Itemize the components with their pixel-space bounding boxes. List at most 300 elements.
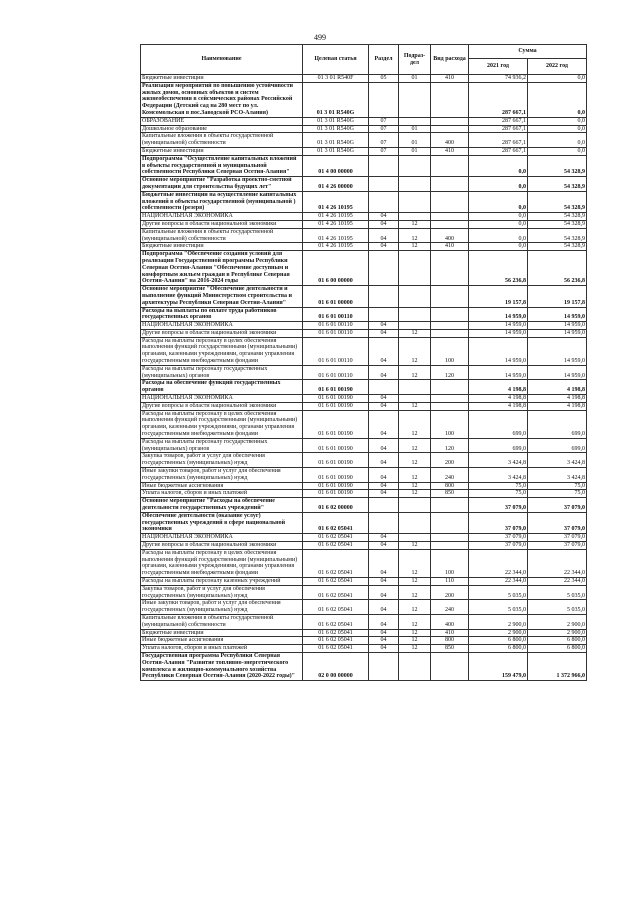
row-section xyxy=(369,155,399,176)
table-row xyxy=(141,75,587,83)
table-row xyxy=(141,395,587,403)
row-sum-2021: 14 959,0 xyxy=(469,307,528,322)
row-target-code: 01 6 02 05041 xyxy=(303,585,369,600)
row-sum-2022: 54 328,9 xyxy=(528,243,587,251)
row-expense-type: 200 xyxy=(431,585,469,600)
row-subsection: 01 xyxy=(399,125,431,133)
row-name: Другие вопросы в области национальной экономики xyxy=(141,220,303,228)
row-expense-type xyxy=(431,542,469,550)
row-expense-type xyxy=(431,82,469,117)
row-expense-type: 400 xyxy=(431,614,469,629)
row-section xyxy=(369,177,399,192)
row-sum-2021: 22 344,0 xyxy=(469,577,528,585)
row-expense-type xyxy=(431,286,469,307)
table-row xyxy=(141,438,587,453)
row-expense-type xyxy=(431,395,469,403)
row-section: 04 xyxy=(369,637,399,645)
row-section: 04 xyxy=(369,337,399,365)
page-number: 499 xyxy=(314,33,326,42)
row-sum-2021: 159 479,0 xyxy=(469,652,528,680)
row-target-code: 01 6 02 05041 xyxy=(303,549,369,577)
row-name: НАЦИОНАЛЬНАЯ ЭКОНОМИКА xyxy=(141,534,303,542)
row-target-code: 01 3 01 R540G xyxy=(303,133,369,148)
row-target-code: 01 6 01 00110 xyxy=(303,337,369,365)
row-sum-2021: 287 667,1 xyxy=(469,147,528,155)
row-subsection: 12 xyxy=(399,600,431,615)
row-expense-type: 800 xyxy=(431,482,469,490)
row-target-code: 01 3 01 R540G xyxy=(303,147,369,155)
row-target-code: 01 6 02 05041 xyxy=(303,577,369,585)
row-sum-2022: 54 328,9 xyxy=(528,220,587,228)
row-sum-2021: 287 667,1 xyxy=(469,125,528,133)
row-subsection xyxy=(399,307,431,322)
row-sum-2022: 0,0 xyxy=(528,82,587,117)
row-name: Другие вопросы в области национальной экономики xyxy=(141,542,303,550)
row-expense-type: 100 xyxy=(431,549,469,577)
row-section: 07 xyxy=(369,117,399,125)
row-target-code: 01 6 01 00190 xyxy=(303,402,369,410)
row-expense-type xyxy=(431,155,469,176)
row-sum-2022: 75,0 xyxy=(528,490,587,498)
row-name: Основное мероприятие "Разработка проектно-сметной документации для строительства будущих лет" xyxy=(141,177,303,192)
row-subsection: 01 xyxy=(399,147,431,155)
row-sum-2022: 22 344,0 xyxy=(528,549,587,577)
row-name: Обеспечение деятельности (оказание услуг) государственных учреждений в сфере национальной экономики xyxy=(141,512,303,533)
table-body xyxy=(141,75,587,681)
row-subsection: 12 xyxy=(399,220,431,228)
row-sum-2021: 37 079,0 xyxy=(469,498,528,513)
row-name: Подпрограмма "Обеспечение создания условий для реализации Государственной программы Республики Северная Осетия-Алания "Обеспечение доступным и комфортным жильем граждан в Республике Северная Осетия-Алания" на 2016-2024 годы xyxy=(141,251,303,286)
row-subsection: 12 xyxy=(399,402,431,410)
row-expense-type: 800 xyxy=(431,637,469,645)
row-target-code: 01 6 01 00190 xyxy=(303,380,369,395)
row-section xyxy=(369,652,399,680)
row-sum-2021: 14 959,0 xyxy=(469,365,528,380)
row-target-code: 01 6 01 00110 xyxy=(303,329,369,337)
row-sum-2022: 54 328,9 xyxy=(528,213,587,221)
row-target-code: 01 6 02 05041 xyxy=(303,534,369,542)
table-row xyxy=(141,652,587,680)
row-name: Закупка товаров, работ и услуг для обеспечения государственных (муниципальных) нужд xyxy=(141,585,303,600)
row-section: 04 xyxy=(369,468,399,483)
table-row xyxy=(141,307,587,322)
row-section: 04 xyxy=(369,490,399,498)
row-section: 04 xyxy=(369,453,399,468)
row-section: 04 xyxy=(369,629,399,637)
row-target-code: 01 3 01 R540G xyxy=(303,125,369,133)
row-target-code: 01 6 01 00190 xyxy=(303,468,369,483)
row-name: НАЦИОНАЛЬНАЯ ЭКОНОМИКА xyxy=(141,213,303,221)
row-sum-2022: 4 198,8 xyxy=(528,395,587,403)
table-row xyxy=(141,155,587,176)
row-sum-2021: 75,0 xyxy=(469,490,528,498)
row-subsection: 12 xyxy=(399,365,431,380)
row-expense-type xyxy=(431,380,469,395)
row-expense-type: 100 xyxy=(431,337,469,365)
row-sum-2022: 0,0 xyxy=(528,147,587,155)
row-expense-type xyxy=(431,329,469,337)
row-sum-2022: 54 328,9 xyxy=(528,177,587,192)
row-sum-2022: 6 800,0 xyxy=(528,637,587,645)
row-name: Расходы на выплаты по оплате труда работников государственных органов xyxy=(141,307,303,322)
row-expense-type xyxy=(431,213,469,221)
table-row xyxy=(141,468,587,483)
row-sum-2021: 699,0 xyxy=(469,438,528,453)
row-expense-type: 850 xyxy=(431,645,469,653)
row-subsection xyxy=(399,380,431,395)
row-expense-type: 240 xyxy=(431,600,469,615)
row-name: НАЦИОНАЛЬНАЯ ЭКОНОМИКА xyxy=(141,395,303,403)
row-subsection: 12 xyxy=(399,490,431,498)
row-name: Бюджетные инвестиции xyxy=(141,629,303,637)
row-target-code: 01 6 02 05041 xyxy=(303,637,369,645)
row-section: 04 xyxy=(369,585,399,600)
row-expense-type: 120 xyxy=(431,365,469,380)
row-subsection: 12 xyxy=(399,453,431,468)
row-subsection xyxy=(399,191,431,212)
row-name: Бюджетные инвестиции xyxy=(141,75,303,83)
table-row xyxy=(141,577,587,585)
row-name: Расходы на выплаты персоналу казенных учреждений xyxy=(141,577,303,585)
row-section: 04 xyxy=(369,438,399,453)
row-target-code: 01 6 01 00000 xyxy=(303,286,369,307)
table-row xyxy=(141,585,587,600)
table-row xyxy=(141,542,587,550)
row-expense-type xyxy=(431,512,469,533)
row-subsection xyxy=(399,177,431,192)
row-sum-2022: 0,0 xyxy=(528,117,587,125)
row-subsection: 12 xyxy=(399,577,431,585)
row-sum-2021: 37 079,0 xyxy=(469,512,528,533)
row-sum-2021: 5 035,0 xyxy=(469,585,528,600)
row-sum-2021: 5 035,0 xyxy=(469,600,528,615)
table-row xyxy=(141,133,587,148)
row-target-code: 01 6 02 05041 xyxy=(303,600,369,615)
row-sum-2021: 22 344,0 xyxy=(469,549,528,577)
row-sum-2022: 0,0 xyxy=(528,125,587,133)
row-subsection xyxy=(399,117,431,125)
header-code: Целевая статья xyxy=(303,45,369,75)
row-expense-type xyxy=(431,220,469,228)
row-subsection xyxy=(399,498,431,513)
row-name: Расходы на выплаты персоналу в целях обеспечения выполнения функций государственными (муниципальными) органами, казенными учреждениями, органами управления государственными внебюджетными фондами xyxy=(141,410,303,438)
row-sum-2021: 0,0 xyxy=(469,213,528,221)
row-sum-2022: 37 079,0 xyxy=(528,542,587,550)
row-section: 04 xyxy=(369,228,399,243)
row-name: Капитальные вложения в объекты государственной (муниципальной) собственности xyxy=(141,228,303,243)
table-row xyxy=(141,125,587,133)
row-sum-2021: 4 198,8 xyxy=(469,380,528,395)
row-expense-type xyxy=(431,125,469,133)
row-subsection xyxy=(399,322,431,330)
row-expense-type: 410 xyxy=(431,629,469,637)
row-target-code: 01 3 01 R540G xyxy=(303,117,369,125)
row-sum-2021: 3 424,8 xyxy=(469,468,528,483)
row-subsection: 12 xyxy=(399,438,431,453)
row-subsection: 01 xyxy=(399,75,431,83)
row-name: Уплата налогов, сборов и иных платежей xyxy=(141,490,303,498)
row-sum-2022: 56 236,8 xyxy=(528,251,587,286)
row-sum-2022: 19 157,8 xyxy=(528,286,587,307)
row-name: НАЦИОНАЛЬНАЯ ЭКОНОМИКА xyxy=(141,322,303,330)
row-subsection: 01 xyxy=(399,133,431,148)
table-row xyxy=(141,482,587,490)
row-subsection: 12 xyxy=(399,637,431,645)
row-sum-2022: 5 035,0 xyxy=(528,585,587,600)
row-name: Основное мероприятие "Обеспечение деятельности и выполнение функций Министерством строительства и архитектуры Республики Северная Осетия-Алания" xyxy=(141,286,303,307)
row-name: Закупка товаров, работ и услуг для обеспечения государственных (муниципальных) нужд xyxy=(141,453,303,468)
row-section: 04 xyxy=(369,577,399,585)
row-sum-2022: 37 079,0 xyxy=(528,498,587,513)
row-section: 04 xyxy=(369,410,399,438)
row-subsection: 12 xyxy=(399,337,431,365)
row-target-code: 01 4 26 10195 xyxy=(303,228,369,243)
row-name: Расходы на выплаты персоналу в целях обеспечения выполнения функций государственными (муниципальными) органами, казенными учреждениями, органами управления государственными внебюджетными фондами xyxy=(141,337,303,365)
row-target-code: 01 3 01 R540G xyxy=(303,82,369,117)
row-name: Бюджетные инвестиции на осуществление капитальных вложений в объекты государственной (муниципальной ) собственности (резерв) xyxy=(141,191,303,212)
table-row xyxy=(141,177,587,192)
row-target-code: 01 6 01 00190 xyxy=(303,490,369,498)
row-sum-2021: 14 959,0 xyxy=(469,329,528,337)
row-expense-type xyxy=(431,177,469,192)
row-subsection xyxy=(399,652,431,680)
header-expense: Вид расхода xyxy=(431,45,469,75)
row-sum-2022: 1 372 966,0 xyxy=(528,652,587,680)
table-row xyxy=(141,220,587,228)
table-row xyxy=(141,286,587,307)
row-target-code: 01 6 02 00000 xyxy=(303,498,369,513)
row-sum-2022: 0,0 xyxy=(528,75,587,83)
table-row xyxy=(141,243,587,251)
row-target-code: 01 6 02 05041 xyxy=(303,542,369,550)
row-sum-2021: 287 667,1 xyxy=(469,133,528,148)
row-subsection: 12 xyxy=(399,482,431,490)
row-subsection: 12 xyxy=(399,228,431,243)
row-sum-2022: 2 900,0 xyxy=(528,629,587,637)
row-sum-2021: 14 959,0 xyxy=(469,337,528,365)
row-sum-2022: 5 035,0 xyxy=(528,600,587,615)
row-name: Иные закупки товаров, работ и услуг для обеспечения государственных (муниципальных) нужд xyxy=(141,600,303,615)
table-row xyxy=(141,549,587,577)
header-subsection: Подраз-дел xyxy=(399,45,431,75)
budget-table xyxy=(140,44,587,681)
row-subsection: 12 xyxy=(399,629,431,637)
row-sum-2021: 0,0 xyxy=(469,228,528,243)
row-subsection xyxy=(399,155,431,176)
table-row xyxy=(141,614,587,629)
row-section: 04 xyxy=(369,549,399,577)
table-row xyxy=(141,322,587,330)
row-expense-type xyxy=(431,534,469,542)
row-expense-type: 410 xyxy=(431,75,469,83)
row-sum-2021: 56 236,8 xyxy=(469,251,528,286)
row-name: Государственная программа Республики Северная Осетия-Алания "Развитие топливно-энергетического комплекса и жилищно-коммунального хозяйства Республики Северная Осетия-Алания (2020-2022 годы)" xyxy=(141,652,303,680)
row-name: Расходы на выплаты персоналу в целях обеспечения выполнения функций государственными (муниципальными) органами, казенными учреждениями, органами управления государственными внебюджетными фондами xyxy=(141,549,303,577)
table-row xyxy=(141,117,587,125)
row-sum-2021: 4 198,8 xyxy=(469,402,528,410)
row-target-code: 02 0 00 00000 xyxy=(303,652,369,680)
row-subsection xyxy=(399,395,431,403)
row-sum-2022: 14 959,0 xyxy=(528,322,587,330)
row-target-code: 01 6 01 00190 xyxy=(303,410,369,438)
row-section: 04 xyxy=(369,482,399,490)
row-expense-type: 120 xyxy=(431,438,469,453)
row-subsection: 12 xyxy=(399,645,431,653)
row-subsection: 12 xyxy=(399,585,431,600)
row-sum-2022: 54 328,9 xyxy=(528,191,587,212)
row-section: 04 xyxy=(369,365,399,380)
table-row xyxy=(141,147,587,155)
row-subsection xyxy=(399,213,431,221)
row-section xyxy=(369,82,399,117)
row-name: Капитальные вложения в объекты государственной (муниципальной) собственности xyxy=(141,133,303,148)
row-sum-2021: 0,0 xyxy=(469,220,528,228)
row-target-code: 01 6 01 00190 xyxy=(303,453,369,468)
row-expense-type: 410 xyxy=(431,243,469,251)
row-sum-2022: 37 079,0 xyxy=(528,512,587,533)
row-section xyxy=(369,191,399,212)
row-target-code: 01 6 01 00110 xyxy=(303,322,369,330)
row-sum-2022: 14 959,0 xyxy=(528,337,587,365)
row-target-code: 01 4 26 10195 xyxy=(303,213,369,221)
row-expense-type: 410 xyxy=(431,147,469,155)
row-sum-2021: 74 936,2 xyxy=(469,75,528,83)
table-row xyxy=(141,453,587,468)
row-sum-2021: 4 198,8 xyxy=(469,395,528,403)
row-target-code: 01 6 02 05041 xyxy=(303,645,369,653)
row-sum-2021: 0,0 xyxy=(469,177,528,192)
row-sum-2022: 3 424,8 xyxy=(528,468,587,483)
row-name: Другие вопросы в области национальной экономики xyxy=(141,329,303,337)
row-sum-2022: 14 959,0 xyxy=(528,329,587,337)
row-target-code: 01 4 26 10195 xyxy=(303,243,369,251)
row-target-code: 01 6 01 00190 xyxy=(303,438,369,453)
row-sum-2022: 4 198,8 xyxy=(528,380,587,395)
row-name: Расходы на выплаты персоналу государственных (муниципальных) органов xyxy=(141,365,303,380)
row-target-code: 01 4 26 10195 xyxy=(303,191,369,212)
row-section: 07 xyxy=(369,125,399,133)
row-subsection: 12 xyxy=(399,243,431,251)
row-section: 05 xyxy=(369,75,399,83)
row-expense-type: 240 xyxy=(431,468,469,483)
row-expense-type xyxy=(431,402,469,410)
row-target-code: 01 6 00 00000 xyxy=(303,251,369,286)
row-sum-2021: 2 900,0 xyxy=(469,629,528,637)
row-target-code: 01 6 02 05041 xyxy=(303,629,369,637)
row-section: 07 xyxy=(369,133,399,148)
row-name: Расходы на обеспечение функций государственных органов xyxy=(141,380,303,395)
row-target-code: 01 6 01 00190 xyxy=(303,395,369,403)
row-name: Основное мероприятие "Расходы на обеспечение деятельности государственных учреждений" xyxy=(141,498,303,513)
table-header xyxy=(141,45,587,75)
row-target-code: 01 6 01 00110 xyxy=(303,365,369,380)
row-expense-type xyxy=(431,191,469,212)
table-row xyxy=(141,410,587,438)
header-sum: Сумма xyxy=(469,45,587,59)
row-sum-2022: 75,0 xyxy=(528,482,587,490)
row-sum-2022: 699,0 xyxy=(528,438,587,453)
row-section: 04 xyxy=(369,614,399,629)
header-year-2022: 2022 год xyxy=(528,59,587,75)
row-section: 04 xyxy=(369,220,399,228)
row-subsection: 12 xyxy=(399,410,431,438)
row-sum-2021: 0,0 xyxy=(469,243,528,251)
row-expense-type: 100 xyxy=(431,410,469,438)
row-subsection: 12 xyxy=(399,329,431,337)
table-row xyxy=(141,534,587,542)
row-target-code: 01 4 26 00000 xyxy=(303,177,369,192)
row-name: Уплата налогов, сборов и иных платежей xyxy=(141,645,303,653)
row-sum-2021: 6 800,0 xyxy=(469,645,528,653)
table-row xyxy=(141,82,587,117)
row-section: 04 xyxy=(369,395,399,403)
row-expense-type: 200 xyxy=(431,453,469,468)
row-name: Другие вопросы в области национальной экономики xyxy=(141,402,303,410)
row-name: Дошкольное образование xyxy=(141,125,303,133)
row-name: Бюджетные инвестиции xyxy=(141,243,303,251)
row-sum-2021: 75,0 xyxy=(469,482,528,490)
row-section: 04 xyxy=(369,322,399,330)
row-expense-type xyxy=(431,117,469,125)
row-section: 04 xyxy=(369,329,399,337)
table-row xyxy=(141,490,587,498)
row-name: ОБРАЗОВАНИЕ xyxy=(141,117,303,125)
row-sum-2022: 2 900,0 xyxy=(528,614,587,629)
row-target-code: 01 4 26 10195 xyxy=(303,220,369,228)
table-row xyxy=(141,512,587,533)
row-section: 04 xyxy=(369,402,399,410)
row-sum-2022: 699,0 xyxy=(528,410,587,438)
table-row xyxy=(141,637,587,645)
row-sum-2021: 699,0 xyxy=(469,410,528,438)
row-section: 04 xyxy=(369,534,399,542)
row-name: Иные закупки товаров, работ и услуг для обеспечения государственных (муниципальных) нужд xyxy=(141,468,303,483)
row-subsection: 12 xyxy=(399,468,431,483)
row-sum-2022: 4 198,8 xyxy=(528,402,587,410)
row-section xyxy=(369,498,399,513)
table-row xyxy=(141,337,587,365)
row-expense-type xyxy=(431,307,469,322)
row-target-code: 01 6 02 05041 xyxy=(303,614,369,629)
row-sum-2022: 6 800,0 xyxy=(528,645,587,653)
table-row xyxy=(141,191,587,212)
row-name: Расходы на выплаты персоналу государственных (муниципальных) органов xyxy=(141,438,303,453)
row-sum-2022: 22 344,0 xyxy=(528,577,587,585)
row-expense-type xyxy=(431,498,469,513)
row-expense-type: 400 xyxy=(431,228,469,243)
row-expense-type: 110 xyxy=(431,577,469,585)
row-subsection xyxy=(399,534,431,542)
row-section: 04 xyxy=(369,645,399,653)
row-sum-2022: 37 079,0 xyxy=(528,534,587,542)
table-row xyxy=(141,600,587,615)
row-sum-2022: 54 328,9 xyxy=(528,228,587,243)
row-sum-2021: 19 157,8 xyxy=(469,286,528,307)
table-row xyxy=(141,365,587,380)
row-sum-2021: 0,0 xyxy=(469,155,528,176)
row-section: 04 xyxy=(369,542,399,550)
table-row xyxy=(141,329,587,337)
row-expense-type: 850 xyxy=(431,490,469,498)
table-row xyxy=(141,380,587,395)
row-subsection xyxy=(399,286,431,307)
table-row xyxy=(141,228,587,243)
row-sum-2022: 54 328,9 xyxy=(528,155,587,176)
row-section xyxy=(369,286,399,307)
row-subsection xyxy=(399,82,431,117)
row-sum-2021: 3 424,8 xyxy=(469,453,528,468)
table-row xyxy=(141,251,587,286)
